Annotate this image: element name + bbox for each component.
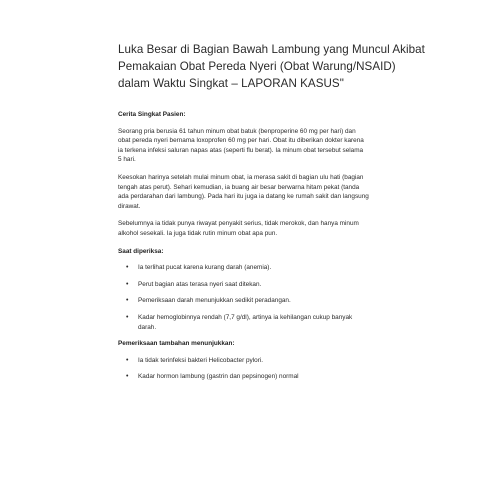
paragraph-patient-history — [118, 127, 388, 165]
list-item — [118, 296, 388, 306]
list-item — [118, 280, 388, 290]
bullet-icon: • — [126, 313, 129, 321]
bullet-icon: • — [126, 297, 129, 305]
list-item-text: Ia terlihat pucat karena kurang darah (anemia). — [138, 264, 272, 272]
list-item — [118, 313, 388, 332]
paragraph-medical-background — [118, 219, 388, 238]
list-item-text: Ia tidak terinfeksi bakteri Helicobacter pylori. — [138, 356, 264, 364]
title-line: Luka Besar di Bagian Bawah Lambung yang Muncul Akibat — [118, 43, 425, 56]
paragraph-line: tengah atas perut). Sehari kemudian, ia buang air besar berwarna hitam pekat (tanda — [118, 183, 360, 191]
document-body — [118, 110, 388, 389]
paragraph-line: ia terkena infeksi saluran napas atas (seperti flu berat). Ia minum obat tersebut selama — [118, 146, 364, 154]
title-line: Pemakaian Obat Pereda Nyeri (Obat Warung/NSAID) — [118, 60, 396, 73]
bullet-icon: • — [126, 356, 129, 364]
title-line: dalam Waktu Singkat – LAPORAN KASUS" — [118, 77, 344, 90]
list-item-text: darah. — [138, 323, 157, 331]
bullet-icon: • — [126, 280, 129, 288]
section-heading-additional-tests: Pemeriksaan tambahan menunjukkan: — [118, 340, 235, 348]
paragraph-line: alkohol sesekali. Ia juga tidak rutin minum obat apa pun. — [118, 229, 278, 237]
list-item — [118, 263, 388, 273]
paragraph-line: dirawat. — [118, 202, 141, 210]
list-item-text: Kadar hormon lambung (gastrin dan pepsinogen) normal — [138, 373, 299, 381]
paragraph-line: Sebelumnya ia tidak punya riwayat penyakit serius, tidak merokok, dan hanya minum — [118, 220, 359, 228]
list-item — [118, 356, 388, 366]
additional-tests-list — [118, 356, 388, 382]
list-item-text: Kadar hemoglobinnya rendah (7,7 g/dl), artinya ia kehilangan cukup banyak — [138, 313, 353, 321]
examination-findings-list — [118, 263, 388, 332]
paragraph-line: Keesokan harinya setelah mulai minum obat, ia merasa sakit di bagian ulu hati (bagian — [118, 173, 364, 181]
bullet-icon: • — [126, 373, 129, 381]
list-item-text: Pemeriksaan darah menunjukkan sedikit peradangan. — [138, 297, 291, 305]
paragraph-line: obat pereda nyeri bernama loxoprofen 60 mg per hari. Obat itu diberikan dokter karena — [118, 137, 364, 145]
list-item-text: Perut bagian atas terasa nyeri saat ditekan. — [138, 280, 262, 288]
paragraph-symptoms — [118, 173, 388, 211]
document-title — [118, 41, 425, 92]
list-item — [118, 372, 388, 382]
bullet-icon: • — [126, 264, 129, 272]
section-heading-examination: Saat diperiksa: — [118, 247, 164, 255]
paragraph-line: 5 hari. — [118, 156, 136, 164]
paragraph-line: Seorang pria berusia 61 tahun minum obat batuk (benproperine 60 mg per hari) dan — [118, 127, 356, 135]
paragraph-line: ada perdarahan dari lambung). Pada hari itu juga ia datang ke rumah sakit dan langsung — [118, 193, 369, 201]
section-heading-patient-story: Cerita Singkat Pasien: — [118, 111, 186, 118]
